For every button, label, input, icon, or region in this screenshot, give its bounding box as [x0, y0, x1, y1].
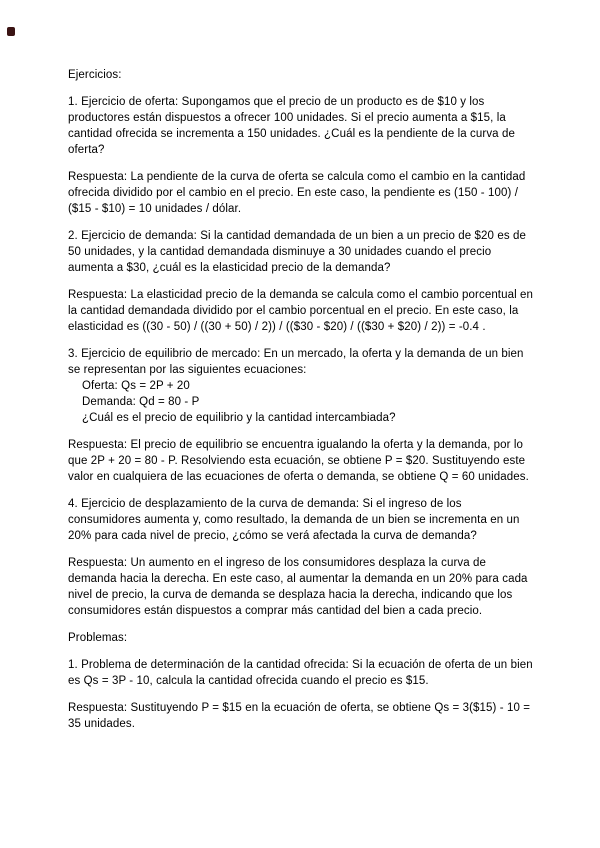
exercise-1-answer: Respuesta: La pendiente de la curva de oferta se calcula como el cambio en la cantidad ofrecida dividido por el cambio en el precio. En este caso, la pendiente es (150 - 100) / ($15 - $10) = 10 unidades / dólar.: [68, 171, 526, 215]
document-page: [68, 67, 534, 743]
exercise-3-answer: Respuesta: El precio de equilibrio se encuentra igualando la oferta y la demanda, por lo que 2P + 20 = 80 - P. Resolviendo esta ecuación, se obtiene P = $20. Sustituyendo este valor en cualquiera de las ecuaciones de oferta o demanda, se obtiene Q = 60 unidades.: [68, 439, 529, 483]
exercise-4-statement: 4. Ejercicio de desplazamiento de la curva de demanda: Si el ingreso de los consumidores aumenta y, como resultado, la demanda de un bien se incrementa en un 20% para cada nivel de precio, ¿cómo se verá afectada la curva de demanda?: [68, 498, 520, 542]
section-heading-problemas: Problemas:: [68, 632, 128, 644]
exercise-3-question: ¿Cuál es el precio de equilibrio y la cantidad intercambiada?: [82, 412, 396, 424]
exercise-1-statement: 1. Ejercicio de oferta: Supongamos que el precio de un producto es de $10 y los productores están dispuestos a ofrecer 100 unidades. Si el precio aumenta a $15, la cantidad ofrecida se incrementa a 150 unidades. ¿Cuál es la pendiente de la curva de oferta?: [68, 96, 515, 156]
exercise-3-statement: 3. Ejercicio de equilibrio de mercado: En un mercado, la oferta y la demanda de un bien se representan por las siguientes ecuaciones:: [68, 348, 524, 376]
exercise-2-statement: 2. Ejercicio de demanda: Si la cantidad demandada de un bien a un precio de $20 es de 50 unidades, y la cantidad demandada disminuye a 30 unidades cuando el precio aumenta a $30, ¿cuál es la elasticidad precio de la demanda?: [68, 230, 526, 274]
corner-artifact: [7, 27, 15, 36]
problem-1-answer: Respuesta: Sustituyendo P = $15 en la ecuación de oferta, se obtiene Qs = 3($15) - 10 = 35 unidades.: [68, 702, 531, 730]
section-heading-ejercicios: Ejercicios:: [68, 69, 122, 81]
exercise-3-demand-equation: Demanda: Qd = 80 - P: [82, 396, 200, 408]
exercise-4-answer: Respuesta: Un aumento en el ingreso de los consumidores desplaza la curva de demanda hacia la derecha. En este caso, al aumentar la demanda en un 20% para cada nivel de precio, la curva de demanda se desplaza hacia la derecha, indicando que los consumidores están dispuestos a comprar más cantidad del bien a cada precio.: [68, 557, 528, 617]
problem-1-statement: 1. Problema de determinación de la cantidad ofrecida: Si la ecuación de oferta de un bien es Qs = 3P - 10, calcula la cantidad ofrecida cuando el precio es $15.: [68, 659, 533, 687]
exercise-3-supply-equation: Oferta: Qs = 2P + 20: [82, 380, 190, 392]
exercise-2-answer: Respuesta: La elasticidad precio de la demanda se calcula como el cambio porcentual en la cantidad demandada dividido por el cambio porcentual en el precio. En este caso, la elasticidad es ((30 - 50) / ((30 + 50) / 2)) / (($30 - $20) / (($30 + $20) / 2)) = -0.4 .: [68, 289, 534, 333]
